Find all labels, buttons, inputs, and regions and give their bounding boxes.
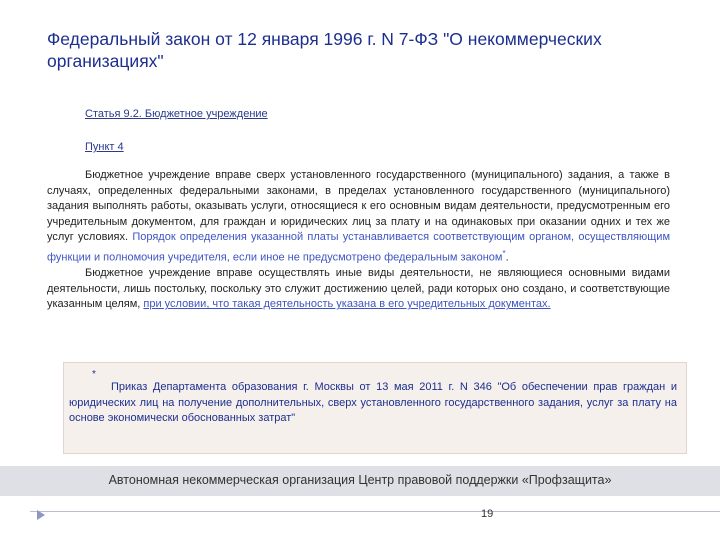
bottom-divider bbox=[30, 511, 720, 512]
paragraph-1-end: . bbox=[505, 251, 509, 264]
page-number: 19 bbox=[481, 508, 494, 520]
paragraph-1-text: Бюджетное учреждение вправе сверх установленного государственного (муниципального) задания, а также в случаях, определенных федеральными законами, в пределах установленного государственного (муниципального) задания выполнять работы, оказывать услуги, относящиеся к его основным видам деятельности, предусмотренным его учредительным документом, для граждан и юридических лиц за плату и на одинаковых при оказании одних и тех же услуг условиях. bbox=[47, 169, 670, 244]
footnote-box bbox=[63, 362, 687, 454]
fee-procedure-text: Порядок определения указанной платы устанавливается соответствующим органом, осуществляющим функции и полномочия учредителя, если иное не предусмотрено федеральным законом bbox=[47, 231, 671, 264]
footer-bar bbox=[0, 466, 720, 496]
condition-underlined-text: при условии, что такая деятельность указана в его учредительных документах. bbox=[143, 298, 551, 311]
footnote-mark: * bbox=[502, 248, 506, 258]
law-text bbox=[47, 168, 670, 313]
paragraph-1 bbox=[47, 168, 670, 266]
article-link[interactable]: Статья 9.2. Бюджетное учреждение bbox=[85, 108, 268, 120]
paragraph-2 bbox=[47, 266, 670, 313]
footer-organization: Автономная некоммерческая организация Центр правовой поддержки «Профзащита» bbox=[108, 473, 612, 487]
paragraph-2-text: Бюджетное учреждение вправе осуществлять иные виды деятельности, не являющиеся основными видами деятельности, лишь постольку, поскольку это служит достижению целей, ради которых оно создано, и соответствующие указанным целям, bbox=[47, 267, 670, 311]
document-title: Федеральный закон от 12 января 1996 г. N 7-ФЗ "О некоммерческих организациях" bbox=[47, 29, 602, 71]
slide-arrow-icon bbox=[37, 510, 45, 520]
footnote-box-mark: * bbox=[92, 369, 96, 380]
point-link[interactable]: Пункт 4 bbox=[85, 141, 124, 153]
footnote-text: Приказ Департамента образования г. Москвы от 13 мая 2011 г. N 346 "Об обеспечении прав граждан и юридических лиц на получение дополнительных, сверх установленного государственного задания, услуг за плату на основе экономически обоснованных затрат" bbox=[69, 381, 677, 424]
